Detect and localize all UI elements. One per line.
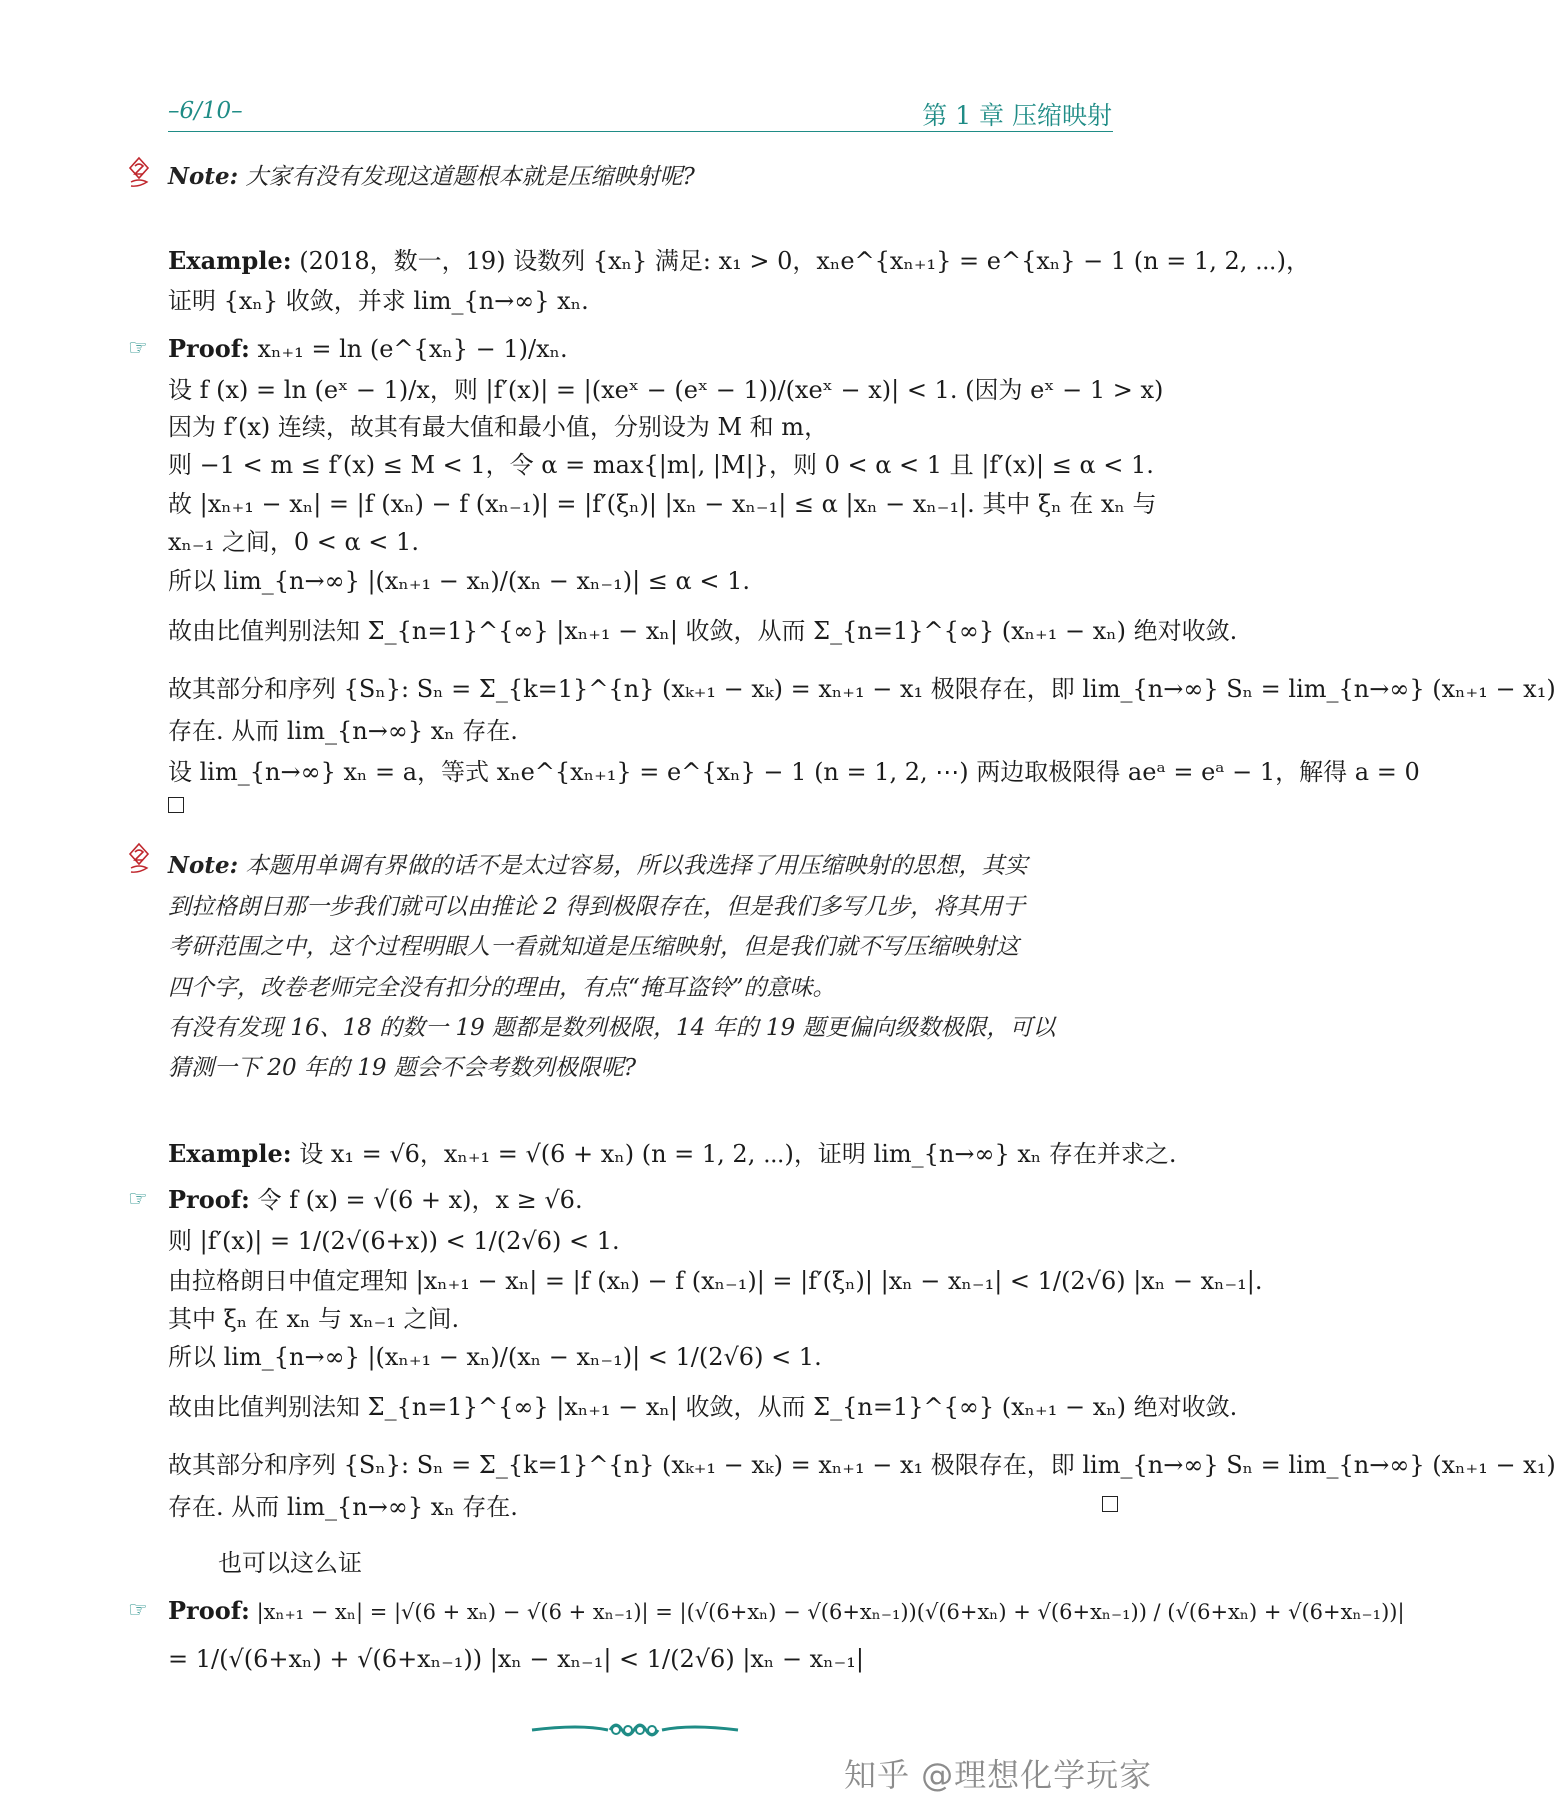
proof-2-line-1 [168, 1185, 583, 1215]
proof-2-line-6: 故由比值判别法知 Σ_{n=1}^{∞} |xₙ₊₁ − xₙ| 收敛，从而 Σ_{n=1}^{∞} (xₙ₊₁ − xₙ) 绝对收敛. [168, 1393, 1238, 1421]
alt-proof-heading: 也可以这么证 [218, 1549, 362, 1577]
example-2 [168, 1139, 1177, 1169]
proof-text: 令 f (x) = √(6 + x)，x ≥ √6. [257, 1186, 583, 1214]
note-1 [168, 163, 695, 192]
proof-label: Proof: [168, 1596, 250, 1625]
note-2-line-6: 猜测一下 20 年的 19 题会不会考数列极限呢? [168, 1055, 637, 1081]
proof-1-line-3: 因为 f′(x) 连续，故其有最大值和最小值，分别设为 M 和 m， [168, 413, 829, 441]
note-2-line-1 [168, 852, 1027, 881]
proof-1-line-2: 设 f (x) = ln (eˣ − 1)/x，则 |f′(x)| = |(xeˣ − (eˣ − 1))/(xeˣ − x)| < 1. (因为 eˣ − 1 > x) [168, 376, 1164, 404]
pointing-hand-icon: ☞ [128, 1187, 148, 1212]
proof-2-line-5: 所以 lim_{n→∞} |(xₙ₊₁ − xₙ)/(xₙ − xₙ₋₁)| < 1/(2√6) < 1. [168, 1343, 822, 1371]
proof-2-line-8: 存在. 从而 lim_{n→∞} xₙ 存在. [168, 1493, 518, 1521]
proof-text: |xₙ₊₁ − xₙ| = |√(6 + xₙ) − √(6 + xₙ₋₁)| = |(√(6+xₙ) − √(6+xₙ₋₁))(√(6+xₙ) + √(6+xₙ₋₁)) / (√(6+xₙ) + √(6+xₙ₋₁))| [256, 1600, 1405, 1624]
note-label: Note: [168, 163, 239, 190]
example-label: Example: [168, 246, 292, 275]
proof-2-line-2: 则 |f′(x)| = 1/(2√(6+x)) < 1/(2√6) < 1. [168, 1227, 620, 1255]
proof-1-line-4: 则 −1 < m ≤ f′(x) ≤ M < 1，令 α = max{|m|, |M|}，则 0 < α < 1 且 |f′(x)| ≤ α < 1. [168, 451, 1154, 479]
note-icon [126, 842, 152, 876]
page-number: –6/10– [168, 98, 243, 124]
proof-1-line-5: 故 |xₙ₊₁ − xₙ| = |f (xₙ) − f (xₙ₋₁)| = |f′(ξₙ)| |xₙ − xₙ₋₁| ≤ α |xₙ − xₙ₋₁|. 其中 ξₙ 在 xₙ 与 [168, 490, 1157, 518]
note-text: 大家有没有发现这道题根本就是压缩映射呢? [245, 164, 695, 190]
proof-label: Proof: [168, 1185, 250, 1214]
note-2-line-3: 考研范围之中，这个过程明眼人一看就知道是压缩映射，但是我们就不写压缩映射这 [168, 934, 1019, 960]
header-rule [168, 131, 1113, 132]
qed-box [1102, 1496, 1118, 1512]
proof-text: xₙ₊₁ = ln (e^{xₙ} − 1)/xₙ. [257, 335, 568, 363]
proof-1-line-11: 设 lim_{n→∞} xₙ = a，等式 xₙe^{xₙ₊₁} = e^{xₙ} − 1 (n = 1, 2, ⋯) 两边取极限得 aeᵃ = eᵃ − 1，解得 a = 0 [168, 758, 1420, 786]
example-1-line-2: 证明 {xₙ} 收敛，并求 lim_{n→∞} xₙ. [168, 287, 589, 315]
proof-1-line-9: 故其部分和序列 {Sₙ}: Sₙ = Σ_{k=1}^{n} (xₖ₊₁ − xₖ) = xₙ₊₁ − x₁ 极限存在，即 lim_{n→∞} Sₙ = lim_{n→∞} (xₙ₊₁ − x₁) [168, 675, 1556, 703]
pointing-hand-icon: ☞ [128, 1598, 148, 1623]
decorative-ornament [530, 1718, 740, 1742]
proof-2-line-3: 由拉格朗日中值定理知 |xₙ₊₁ − xₙ| = |f (xₙ) − f (xₙ₋₁)| = |f′(ξₙ)| |xₙ − xₙ₋₁| < 1/(2√6) |xₙ − xₙ₋₁|. [168, 1267, 1263, 1295]
example-text: 设 x₁ = √6，xₙ₊₁ = √(6 + xₙ) (n = 1, 2, ⋯)，证明 lim_{n→∞} xₙ 存在并求之. [299, 1140, 1177, 1168]
note-label: Note: [168, 852, 239, 879]
proof-3-line-2: = 1/(√(6+xₙ) + √(6+xₙ₋₁)) |xₙ − xₙ₋₁| < 1/(2√6) |xₙ − xₙ₋₁| [168, 1645, 864, 1673]
chapter-title: 第 1 章 压缩映射 [922, 101, 1112, 130]
proof-1-line-10: 存在. 从而 lim_{n→∞} xₙ 存在. [168, 717, 518, 745]
note-2-line-2: 到拉格朗日那一步我们就可以由推论 2 得到极限存在，但是我们多写几步，将其用于 [168, 894, 1026, 920]
proof-label: Proof: [168, 334, 250, 363]
example-text: (2018，数一，19) 设数列 {xₙ} 满足: x₁ > 0，xₙe^{xₙ₊₁} = e^{xₙ} − 1 (n = 1, 2, ⋯)， [299, 247, 1310, 275]
pointing-hand-icon: ☞ [128, 336, 148, 361]
note-2-line-4: 四个字，改卷老师完全没有扣分的理由，有点“掩耳盗铃”的意味。 [168, 975, 836, 1001]
note-2-line-5: 有没有发现 16、18 的数一 19 题都是数列极限，14 年的 19 题更偏向级数极限，可以 [168, 1015, 1056, 1041]
note-text: 本题用单调有界做的话不是太过容易，所以我选择了用压缩映射的思想，其实 [245, 853, 1028, 879]
proof-1-line-6: xₙ₋₁ 之间，0 < α < 1. [168, 528, 419, 556]
qed-box [168, 797, 184, 813]
watermark: 知乎 @理想化学玩家 [844, 1756, 1153, 1794]
note-icon [126, 156, 152, 190]
proof-1-line-7: 所以 lim_{n→∞} |(xₙ₊₁ − xₙ)/(xₙ − xₙ₋₁)| ≤ α < 1. [168, 567, 750, 595]
example-label: Example: [168, 1139, 292, 1168]
proof-1-line-1 [168, 334, 568, 364]
proof-2-line-7: 故其部分和序列 {Sₙ}: Sₙ = Σ_{k=1}^{n} (xₖ₊₁ − xₖ) = xₙ₊₁ − x₁ 极限存在，即 lim_{n→∞} Sₙ = lim_{n→∞} (xₙ₊₁ − x₁) [168, 1451, 1556, 1479]
proof-1-line-8: 故由比值判别法知 Σ_{n=1}^{∞} |xₙ₊₁ − xₙ| 收敛，从而 Σ_{n=1}^{∞} (xₙ₊₁ − xₙ) 绝对收敛. [168, 617, 1238, 645]
example-1-line-1 [168, 246, 1310, 276]
proof-2-line-4: 其中 ξₙ 在 xₙ 与 xₙ₋₁ 之间. [168, 1305, 460, 1333]
proof-3-line-1 [168, 1596, 1405, 1626]
